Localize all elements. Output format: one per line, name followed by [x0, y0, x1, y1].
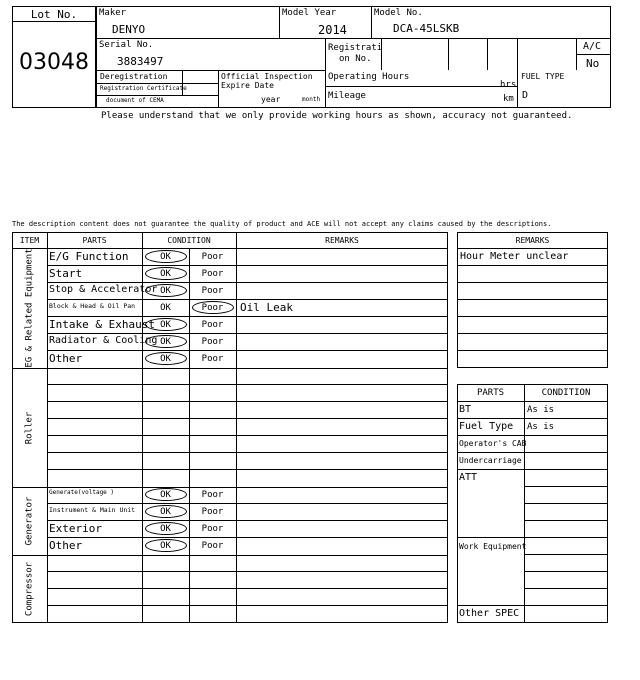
part-label: E/G Function [49, 250, 129, 263]
poor-option[interactable]: Poor [201, 524, 224, 534]
poor-option[interactable]: Poor [201, 320, 224, 330]
poor-option[interactable]: Poor [201, 490, 224, 500]
hours-notice: Please understand that we only provide working hours as shown, accuracy not guaranteed. [101, 111, 573, 121]
poor-option[interactable]: Poor [201, 269, 224, 279]
model-year-value: 2014 [318, 23, 347, 37]
selected-condition-circle [145, 250, 187, 263]
year-label: year [261, 95, 281, 104]
part-label: Intake & Exhaust [49, 318, 155, 331]
selected-condition-circle [145, 267, 187, 280]
part-label: Start [49, 267, 83, 280]
inspection-label: Official Inspection [221, 72, 313, 81]
fuel-type-label: FUEL TYPE [521, 72, 565, 81]
mileage-label: Mileage [328, 91, 366, 101]
ok-option[interactable]: OK [160, 269, 171, 279]
section-roller-label: Roller [24, 411, 35, 445]
parts-table-parts-header: PARTS [476, 388, 505, 398]
poor-option[interactable]: Poor [201, 286, 224, 296]
selected-condition-circle [145, 284, 187, 297]
registration-no-label: Registrati [328, 43, 383, 53]
part-label: Stop & Accelerator [49, 284, 158, 295]
deregistration-label: Deregistration [100, 72, 168, 81]
registration-no-label-2: on No. [339, 54, 372, 64]
poor-option[interactable]: Poor [201, 354, 224, 364]
maker-value: DENYO [112, 23, 146, 36]
section-eg-label: EG & Related Equipment [24, 248, 35, 368]
remarks-line: Hour Meter unclear [460, 251, 569, 262]
bt-label: BT [459, 404, 472, 415]
ac-label: A/C [583, 41, 602, 52]
bt-value: As is [527, 405, 555, 415]
remark-text: Oil Leak [240, 301, 293, 314]
cema-label: document of CEMA [106, 97, 164, 104]
part-label: Generate(voltage ) [49, 489, 115, 496]
section-generator-label: Generator [24, 496, 35, 546]
section-compressor-label: Compressor [24, 561, 35, 617]
selected-condition-circle [145, 488, 187, 501]
part-label: Exterior [49, 522, 102, 535]
part-label: Radiator & Cooling [49, 335, 158, 346]
part-label: Other [49, 539, 83, 552]
registration-certificate-label: Registration Certificate [100, 85, 187, 92]
remarks-header: REMARKS [325, 236, 359, 245]
serial-no-label: Serial No. [99, 40, 154, 50]
selected-condition-circle [192, 301, 234, 314]
ok-option[interactable]: OK [160, 524, 171, 534]
part-label: Block & Head & Oil Pan [49, 302, 136, 310]
parts-header: PARTS [82, 236, 107, 245]
ok-option[interactable]: OK [160, 354, 171, 364]
ok-option[interactable]: OK [160, 541, 171, 551]
part-label: Other [49, 352, 83, 365]
poor-option[interactable]: Poor [201, 252, 224, 262]
ac-value: No [586, 57, 600, 70]
ok-option[interactable]: OK [160, 286, 171, 296]
poor-option[interactable]: Poor [201, 507, 224, 517]
remarks-box-header: REMARKS [515, 236, 550, 245]
condition-header: CONDITION [167, 236, 211, 245]
att-label: ATT [459, 472, 478, 483]
fuel-type-row-label: Fuel Type [459, 421, 514, 432]
operators-cab-label: Operator's CAB [459, 439, 527, 448]
item-header: ITEM [19, 236, 40, 245]
poor-option[interactable]: Poor [201, 303, 224, 313]
lot-no-value: 03048 [19, 50, 89, 75]
selected-condition-circle [145, 505, 187, 518]
work-equipment-label: Work Equipment [459, 542, 527, 551]
ok-option[interactable]: OK [160, 490, 171, 500]
model-no-value: DCA-45LSKB [393, 22, 460, 35]
part-label: Instrument & Main Unit [49, 506, 136, 514]
selected-condition-circle [145, 352, 187, 365]
fuel-type-value: D [522, 90, 529, 101]
maker-label: Maker [99, 8, 127, 18]
ok-option[interactable]: OK [160, 507, 171, 517]
km-label: km [503, 94, 514, 104]
lot-no-label: Lot No. [30, 8, 78, 21]
model-no-label: Model No. [374, 8, 423, 18]
operating-hours-label: Operating Hours [328, 72, 410, 82]
selected-condition-circle [145, 335, 187, 348]
serial-no-value: 3883497 [117, 55, 164, 68]
poor-option[interactable]: Poor [201, 337, 224, 347]
model-year-label: Model Year [282, 8, 337, 18]
disclaimer-text: The description content does not guarantee the quality of product and ACE will not accept any claims caused by the descriptions. [12, 220, 552, 228]
undercarriage-label: Undercarriage [459, 456, 522, 465]
selected-condition-circle [145, 318, 187, 331]
selected-condition-circle [145, 522, 187, 535]
ok-option[interactable]: OK [160, 337, 171, 347]
parts-table-condition-header: CONDITION [541, 388, 591, 398]
ok-option[interactable]: OK [160, 320, 171, 330]
ok-option[interactable]: OK [160, 252, 171, 262]
poor-option[interactable]: Poor [201, 541, 224, 551]
selected-condition-circle [145, 539, 187, 552]
inspection-label-2: Expire Date [221, 81, 274, 90]
month-label: month [302, 96, 321, 103]
fuel-type-row-value: As is [527, 422, 555, 432]
hrs-label: hrs [500, 80, 517, 90]
other-spec-label: Other SPEC [459, 608, 520, 619]
ok-option[interactable]: OK [160, 303, 171, 313]
